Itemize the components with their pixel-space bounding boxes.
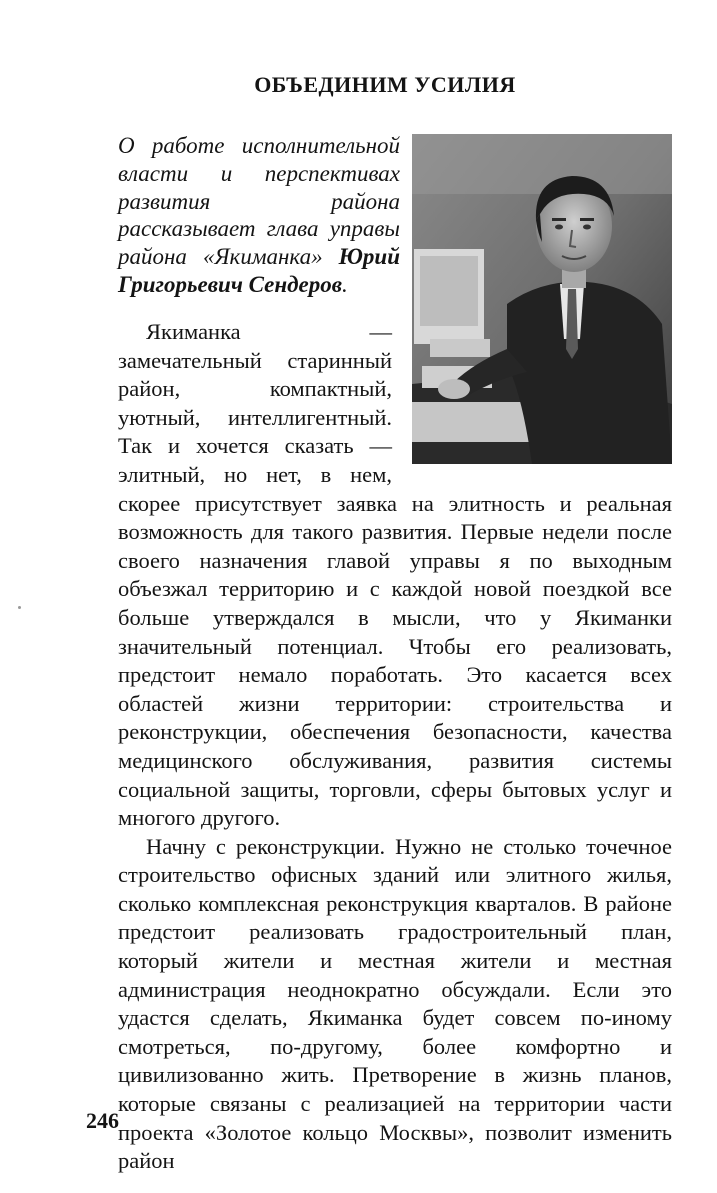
article-body (118, 318, 672, 1176)
body-paragraph: Начну с реконструкции. Нужно не столько точечное строительство офисных зданий или элитного жилья, сколько комплексная реконструкция кварталов. В районе предстоит реализовать градостроительный план, который жители и местная жители и местная администрация неоднократно обсуждали. Если это удастся сделать, Якиманка будет совсем по-иному смотреться, по-другому, более комфортно и цивилизованно жить. Претворение в жизнь планов, которые связаны с реализацией на территории части проекта «Золотое кольцо Москвы», позволит изменить район (118, 833, 672, 1174)
intro-lead-text: О работе исполнительной власти и перспективах развития района рассказывает глава управы района «Якиманка» (118, 133, 400, 270)
intro-paragraph (118, 132, 400, 299)
page-title: ОБЪЕДИНИМ УСИЛИЯ (254, 72, 516, 97)
intro-trailing: . (342, 271, 348, 297)
page-number: 246 (86, 1108, 119, 1133)
scan-speck (18, 606, 21, 609)
photo-spacer (402, 318, 672, 463)
author-name: Юрий Григорьевич Сендеров (118, 244, 400, 297)
body-paragraph: Якиманка — замечательный старинный район, компактный, уютный, интеллигентный. Так и хочется сказать — элитный, но нет, в нем, скорее присутствует заявка на элитность и реальная возможность для такого развития. Первые недели после своего назначения главой управы я по выходным объезжал территорию и с каждой новой поездкой все больше утверждался в мысли, что у Якиманки значительный потенциал. Чтобы его реализовать, предстоит немало поработать. Это касается всех областей жизни территории: строительства и реконструкции, обеспечения безопасности, качества медицинского обслуживания, развития системы социальной защиты, торговли, сферы бытовых услуг и многого другого. (118, 319, 672, 831)
